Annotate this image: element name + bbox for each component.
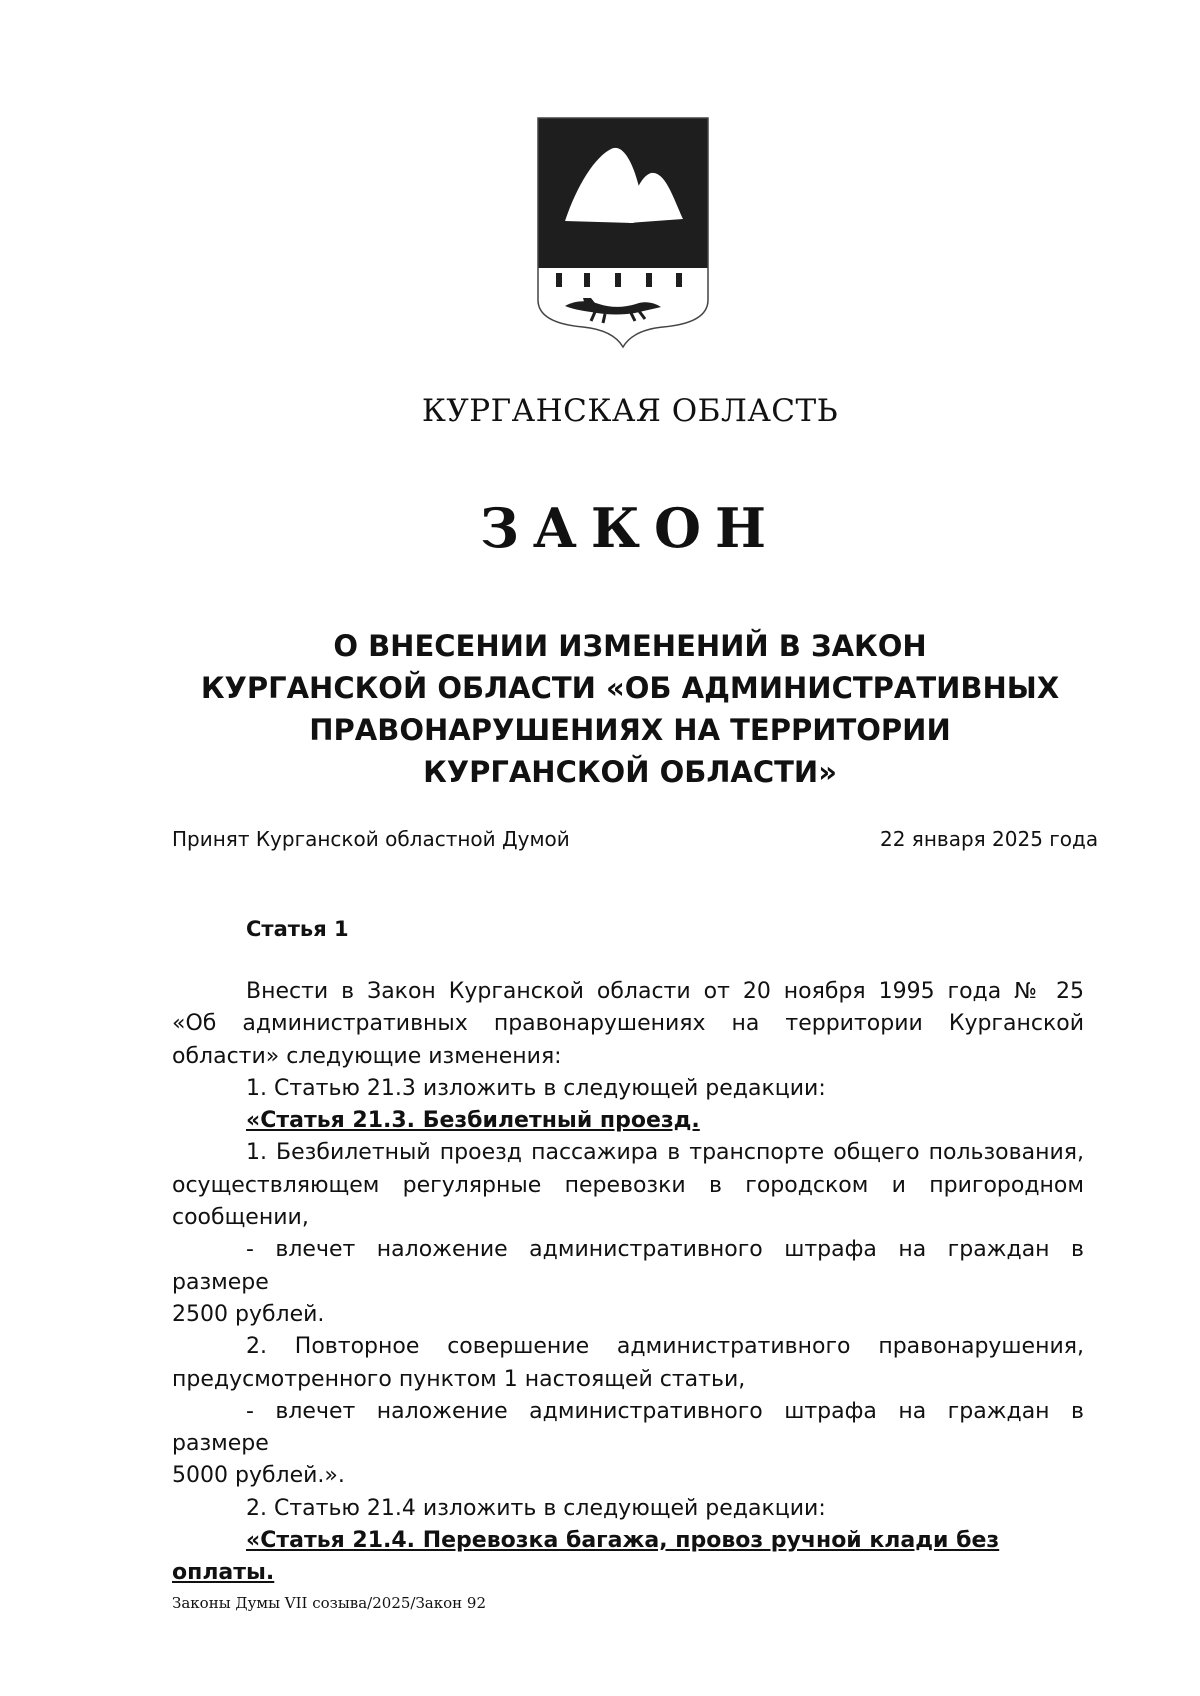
adopted-by: Принят Курганской областной Думой [172,827,570,851]
body-line: сообщении, [172,1205,309,1231]
footer-reference: Законы Думы VII созыва/2025/Закон 92 [172,1594,487,1612]
body-line-heading [172,1105,1084,1137]
law-title-line: О ВНЕСЕНИИ ИЗМЕНЕНИЙ В ЗАКОН [333,629,927,663]
law-title-line: ПРАВОНАРУШЕНИЯХ НА ТЕРРИТОРИИ [309,713,951,747]
body-line: - влечет наложение административного штрафа на граждан в размере [172,1398,1084,1457]
article-21-3-heading: «Статья 21.3. Безбилетный проезд. [246,1108,700,1134]
body-line: области» следующие изменения: [172,1043,562,1069]
law-title-line: КУРГАНСКОЙ ОБЛАСТИ «ОБ АДМИНИСТРАТИВНЫХ [200,671,1060,705]
law-heading: ЗАКОН [479,496,781,560]
article-body [172,976,1084,1590]
law-title-line: КУРГАНСКОЙ ОБЛАСТИ» [423,755,837,789]
adopted-date: 22 января 2025 года [880,827,1099,851]
coat-of-arms-emblem [535,115,711,355]
body-line: 1. Безбилетный проезд пассажира в транспорте общего пользования, [246,1140,1084,1166]
body-line: 5000 рублей.». [172,1463,345,1489]
body-line: 1. Статью 21.3 изложить в следующей редакции: [246,1075,826,1101]
body-line: 2500 рублей. [172,1301,325,1327]
article-heading: Статья 1 [246,917,349,941]
article-21-4-heading: «Статья 21.4. Перевозка багажа, провоз ручной клади без оплаты. [172,1528,1000,1586]
region-name: КУРГАНСКАЯ ОБЛАСТЬ [421,393,839,429]
body-line: 2. Статью 21.4 изложить в следующей редакции: [246,1495,826,1521]
body-line: 2. Повторное совершение административного правонарушения, [246,1334,1084,1360]
body-line: «Об административных правонарушениях на территории Курганской [172,1011,1084,1037]
body-line-heading [172,1525,1084,1590]
law-title [160,625,1100,793]
body-line: осуществляющем регулярные перевозки в городском и пригородном [172,1172,1084,1198]
body-line: Внести в Закон Курганской области от 20 ноября 1995 года № 25 [246,979,1084,1004]
body-line: предусмотренного пунктом 1 настоящей статьи, [172,1366,746,1392]
body-line: - влечет наложение административного штрафа на граждан в размере [172,1237,1084,1295]
